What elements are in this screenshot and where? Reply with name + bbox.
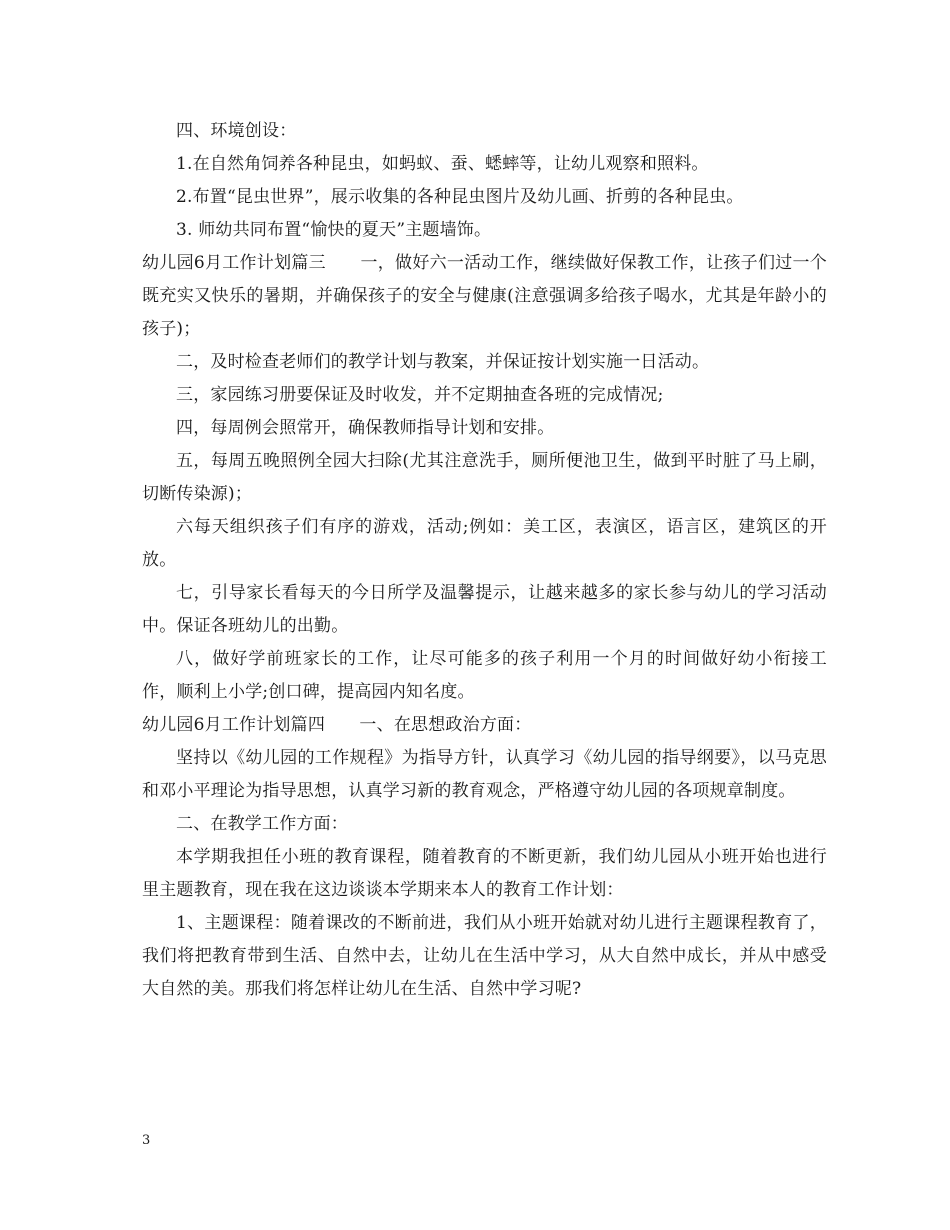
paragraph: 八，做好学前班家长的工作，让尽可能多的孩子利用一个月的时间做好幼小衔接工作，顺利上小学;创口碑，提高园内知名度。 bbox=[142, 649, 827, 702]
paragraph: 二，及时检查老师们的教学计划与教案，并保证按计划实施一日活动。 bbox=[176, 352, 710, 372]
paragraph: 坚持以《幼儿园的工作规程》为指导方针，认真学习《幼儿园的指导纲要》，以马克思和邓小平理论为指导思想，认真学习新的教育观念，严格遵守幼儿园的各项规章制度。 bbox=[142, 748, 827, 801]
paragraph: 六每天组织孩子们有序的游戏，活动;例如：美工区，表演区，语言区，建筑区的开放。 bbox=[142, 517, 827, 570]
paragraph: 三，家园练习册要保证及时收发，并不定期抽查各班的完成情况; bbox=[176, 385, 664, 405]
paragraph: 五，每周五晚照例全园大扫除(尤其注意洗手，厕所便池卫生，做到平时脏了马上刷，切断传染源)； bbox=[142, 451, 827, 504]
paragraph: 2.布置“昆虫世界”，展示收集的各种昆虫图片及幼儿画、折剪的各种昆虫。 bbox=[176, 187, 744, 207]
paragraph: 本学期我担任小班的教育课程，随着教育的不断更新，我们幼儿园从小班开始也进行里主题教育，现在我在这边谈谈本学期来本人的教育工作计划： bbox=[142, 847, 827, 900]
paragraph: 1、主题课程：随着课改的不断前进，我们从小班开始就对幼儿进行主题课程教育了，我们将把教育带到生活、自然中去，让幼儿在生活中学习，从大自然中成长，并从中感受大自然的美。那我们将怎样让幼儿在生活、自然中学习呢? bbox=[142, 913, 827, 999]
paragraph: 二、在教学工作方面： bbox=[176, 814, 348, 834]
document-body bbox=[142, 115, 827, 1006]
paragraph: 七，引导家长看每天的今日所学及温馨提示，让越来越多的家长参与幼儿的学习活动中。保证各班幼儿的出勤。 bbox=[142, 583, 827, 636]
paragraph: 四，每周例会照常开，确保教师指导计划和安排。 bbox=[176, 418, 555, 438]
paragraph: 3. 师幼共同布置“愉快的夏天”主题墙饰。 bbox=[176, 220, 492, 240]
section-paragraph: 幼儿园6月工作计划篇三 一，做好六一活动工作，继续做好保教工作，让孩子们过一个既充实又快乐的暑期，并确保孩子的安全与健康(注意强调多给孩子喝水，尤其是年龄小的孩子)； bbox=[142, 253, 827, 339]
paragraph: 1.在自然角饲养各种昆虫，如蚂蚁、蚕、蟋蟀等，让幼儿观察和照料。 bbox=[176, 154, 709, 174]
section-paragraph: 幼儿园6月工作计划篇四 一、在思想政治方面： bbox=[142, 715, 532, 735]
paragraph: 四、环境创设： bbox=[176, 121, 297, 141]
page-number: 3 bbox=[142, 1133, 151, 1148]
